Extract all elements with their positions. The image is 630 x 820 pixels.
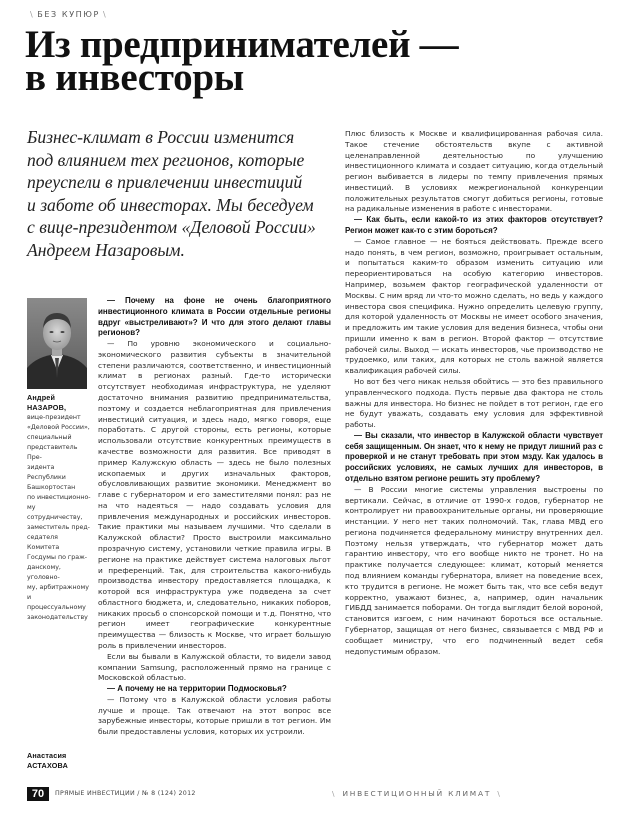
interview-question: — Почему на фоне не очень благоприятного инвестиционного климата в России отдельные регионы вдруг «выстреливают»? И что для этого делают главы регионов? bbox=[98, 296, 331, 338]
bio-line: по инвестиционно- bbox=[27, 494, 91, 501]
article-lead bbox=[27, 126, 347, 262]
magazine-issue: ПРЯМЫЕ ИНВЕСТИЦИИ / № 8 (124) 2012 bbox=[55, 790, 196, 797]
article-column-2 bbox=[345, 129, 603, 657]
interview-answer: — В России многие системы управления выстроены по вертикали. Сейчас, в отличие от 1990-х годов, губернатор не контролирует ни правоохранительные органы, ни проверяющие инстанции. У него нет таких полномочий. Так, глава МВД его региона подчиняется федеральному министру внутренних дел. Поэтому нельзя утверждать, что губернатор может дать гарантию инвестору, что его вообще никто не тронет. Но на практике получается следующее: климат, который меняется под влиянием команды губернатора, влияет на поведение всех, кто трудится в регионе. Не может быть так, что все себя ведут корректно, уважают бизнес, а, например, один начальник ГИБДД занимается поборами. Он тогда выглядит белой вороной, становится изгоем, с ним начинают бороться все остальные. Губернатор, защищая от него бизнес, связывается с МВД РФ и сообщает министру, что его подчиненный ведет себя недопустимым образом. bbox=[345, 484, 603, 656]
author-last-name: АСТАХОВА bbox=[27, 761, 68, 770]
bio-line: данскому, уголовно- bbox=[27, 564, 61, 581]
section-name: \ ИНВЕСТИЦИОННЫЙ КЛИМАТ \ bbox=[332, 789, 502, 798]
section-label: ИНВЕСТИЦИОННЫЙ КЛИМАТ bbox=[342, 789, 492, 798]
rubric-label: БЕЗ КУПЮР bbox=[37, 10, 100, 19]
bio-line: Госдумы по граж- bbox=[27, 554, 88, 561]
bio-line: «Деловой России», bbox=[27, 424, 90, 431]
lead-line: Андреем Назаровым. bbox=[27, 239, 185, 260]
bio-line: зидента Республики bbox=[27, 464, 66, 481]
title-line-1: Из предпринимателей — bbox=[25, 23, 459, 66]
interview-question: — А почему не на территории Подмосковья? bbox=[107, 684, 287, 694]
bio-line: представитель Пре- bbox=[27, 444, 78, 461]
interview-answer: Плюс близость к Москве и квалифицированная рабочая сила. Такое стечение обстоятельств вкупе с активной целенаправленной деятельностью по улучшению инвестиционного климата и создает ситуацию, когда отдельный регион выбивается в лидеры по темпу привлечения прямых инвестиций. В условиях межрегиональной конкуренции положительных результатов смогут добиться регионы, готовые на радикальные изменения в работе с инвесторами. bbox=[345, 129, 603, 214]
bio-line: и процессуальному bbox=[27, 594, 86, 611]
article-author bbox=[27, 751, 97, 771]
lead-line: под влиянием тех регионов, которые bbox=[27, 149, 305, 170]
interviewee-bio bbox=[27, 393, 91, 623]
lead-line: преуспели в привлечении инвестиций bbox=[27, 172, 303, 193]
bio-line: му сотрудничеству, bbox=[27, 504, 83, 521]
portrait-photo bbox=[27, 298, 87, 389]
author-first-name: Анастасия bbox=[27, 751, 67, 760]
bio-line: вице-президент bbox=[27, 414, 81, 421]
interview-answer: Если вы бывали в Калужской области, то видели завод компании Samsung, расположенный прямо на границе с Московской областью. bbox=[98, 651, 331, 683]
bio-line: законодательству bbox=[27, 614, 88, 621]
bio-line: му, арбитражному bbox=[27, 584, 89, 591]
bio-line: заместитель пред- bbox=[27, 524, 90, 531]
interviewee-position bbox=[27, 413, 91, 623]
title-line-2: в инвесторы bbox=[25, 56, 244, 99]
rubric: \ БЕЗ КУПЮР \ bbox=[30, 10, 108, 19]
page-footer bbox=[0, 785, 630, 805]
bio-line: Башкортостан bbox=[27, 484, 76, 491]
article-title bbox=[25, 23, 605, 99]
bio-line: седателя Комитета bbox=[27, 534, 60, 551]
lead-line: и заботе об инвесторах. Мы беседуем bbox=[27, 194, 314, 215]
interviewee-last-name: НАЗАРОВ, bbox=[27, 403, 67, 412]
portrait-image bbox=[27, 298, 87, 389]
interview-answer: — По уровню экономического и социально-экономического развития субъекты в значительной степени различаются, соответственно, и инвестиционный климат в регионах разный. Где-то исторически отсутствует необходимая инфраструктура, не уделяют достаточно внимания развитию предпринимательства, поэтому и создается неблагоприятная для привлечения инвестиций ситуация, и здесь надо, мягко говоря, еще поработать. С другой стороны, есть регионы, которые использовали отсутствие конкурентных преимуществ в качестве возможности для развития. Все приводят в пример Калужскую область — здесь не было полезных ископаемых и других изначальных факторов, обусловливающих развитие экономики. Менеджмент во главе с губернатором и его заместителями понял: раз не на что надеяться — надо создавать условия для привлечения международных и российских инвесторов. Такие практики мы называем лучшими. Что сделали в Калужской области? Просто выстроили максимально прозрачную систему, установили четкие правила игры. В регионе на практике действует система налоговых льгот и преференций. Так, для строительства какого-нибудь производства инвестору предоставляется площадка, к которой вся инфраструктура уже подведена за счет областного бюджета, и, следовательно, никаких поборов, никаких просьб о спонсорской помощи и т.д. Понятно, что регион имеет географические конкурентные преимущества — близость к Москве, что играет большую роль в привлечении инвесторов. bbox=[98, 339, 331, 650]
article-column-1 bbox=[98, 296, 331, 738]
lead-line: с вице-президентом «Деловой России» bbox=[27, 217, 316, 238]
page-number: 70 bbox=[27, 787, 49, 801]
interview-question: — Как быть, если какой-то из этих факторов отсутствует? Регион может как-то с этим бороться? bbox=[345, 215, 603, 236]
lead-line: Бизнес-климат в России изменится bbox=[27, 127, 295, 147]
interview-answer: — Потому что в Калужской области условия работы лучше и проще. Так отвечают на этот вопрос все зарубежные инвесторы, которые пришли в тот регион. Им были предоставлены условия, которых их устроили. bbox=[98, 694, 331, 737]
interview-answer: — Самое главное — не бояться действовать. Прежде всего надо понять, в чем регион, возможно, проигрывает остальным, и попытаться каким-то образом изменить ситуацию или переориентироваться на особую категорию инвесторов. Например, возьмем фактор географической удаленности от Москвы. С ним вряд ли что-то можно сделать, но ведь у каждого инвестора своя специфика. Нужно определить целевую группу, для которой удаленность от Москвы не имеет особого значения, и предложить им такие условия для ведения бизнеса, чтобы они пришли именно к вам в регион. Второй фактор — отсутствие рабочей силы. Выход — искать инвесторов, чье производство не трудоемко, или таких, для которых не столь важной является квалификация рабочей силы. bbox=[345, 236, 603, 376]
interviewee-first-name: Андрей bbox=[27, 393, 56, 402]
interview-answer: Но вот без чего никак нельзя обойтись — это без правильного управленческого подхода. Пусть первые два фактора не столь важны для инвестора. Но бизнес не пойдет в тот регион, где его не будут уважать, создавать ему условия для эффективной работы. bbox=[345, 376, 603, 430]
bio-line: специальный bbox=[27, 434, 72, 441]
interview-question: — Вы сказали, что инвестор в Калужской области чувствует себя защищенным. Он знает, что к нему не придут лишний раз с проверкой и не станут требовать при этом мзду. Как удалось в российских условиях, не самых лучших для инвесторов, в отдельно взятом регионе решить эту проблему? bbox=[345, 430, 603, 483]
